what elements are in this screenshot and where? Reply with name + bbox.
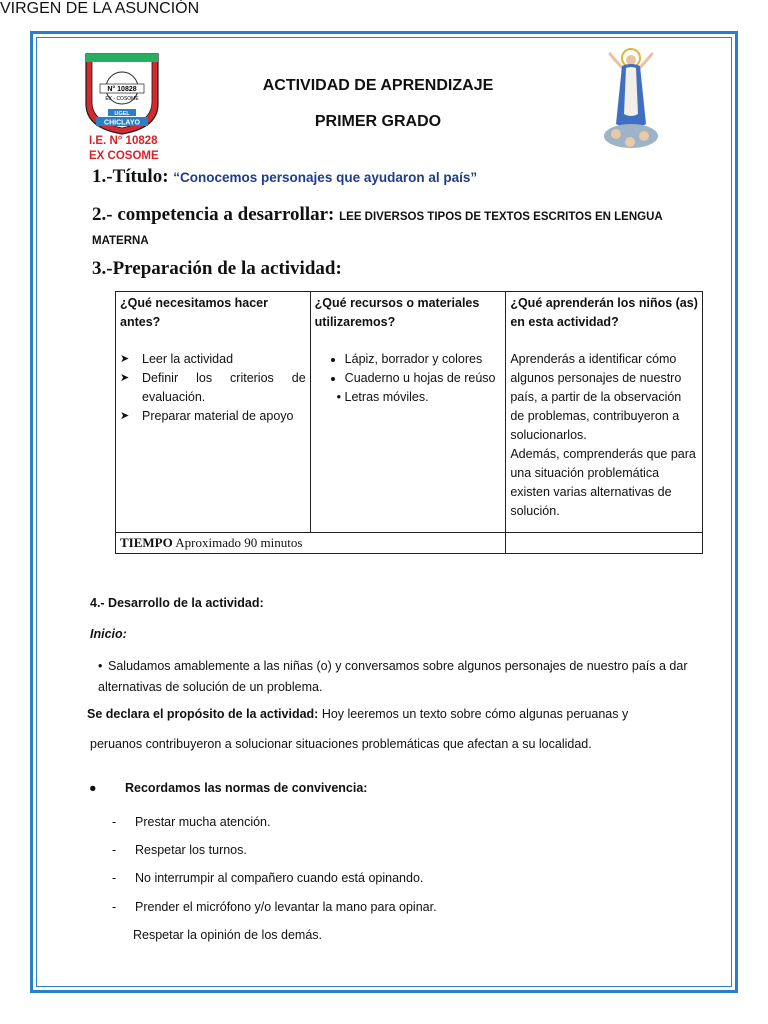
table-cell-learning — [506, 292, 703, 533]
list-item: • Letras móviles. — [336, 390, 429, 404]
norm-item: - No interrumpir al compañero cuando está opinando. — [112, 871, 424, 885]
school-name — [89, 134, 159, 164]
purpose-line-1 — [87, 707, 628, 721]
document-grade: PRIMER GRADO — [314, 113, 442, 130]
section-3-title: 3.-Preparación de la actividad: — [92, 258, 342, 279]
norm-item: - Respetar los turnos. — [112, 843, 247, 857]
learning-paragraph-2: Además, comprenderás que para una situación problemática existen varias alternativas de solución. — [510, 447, 696, 518]
norms-title: ● Recordamos las normas de convivencia: — [89, 781, 368, 795]
logo-sub: EX - COSOME — [105, 96, 139, 102]
logo-ugel: UGEL — [114, 111, 130, 117]
arrow-bullet-icon: ➤ — [120, 372, 130, 384]
purpose-label: Se declara el propósito de la actividad: — [87, 707, 319, 721]
list-item: ➤ Leer la actividad — [120, 350, 306, 369]
list-item: • Lápiz, borrador y colores — [345, 350, 502, 369]
header-resources: ¿Qué recursos o materiales utilizaremos? — [314, 296, 480, 329]
list-item: • Cuaderno u hojas de reúso — [345, 369, 502, 388]
empty-cell — [506, 533, 703, 554]
section-2-label: 2.- competencia a desarrollar: — [92, 204, 335, 225]
table-cell-resources — [310, 292, 506, 533]
section-2-value: LEE DIVERSOS TIPOS DE TEXTOS ESCRITOS EN LENGUA MATERNA — [92, 211, 663, 247]
arrow-bullet-icon: ➤ — [120, 353, 130, 365]
time-cell — [116, 533, 506, 554]
section-2-competence — [92, 204, 692, 252]
inicio-label: Inicio: — [90, 627, 127, 641]
table-cell-before — [116, 292, 311, 533]
time-label: TIEMPO — [120, 535, 173, 550]
before-list — [120, 350, 306, 426]
list-item: ➤ Preparar material de apoyo — [120, 407, 306, 426]
bullet-icon: • — [98, 659, 103, 673]
arrow-bullet-icon: ➤ — [120, 410, 130, 422]
virgin-statue-icon — [596, 44, 666, 154]
logo-number: N° 10828 — [107, 86, 137, 93]
logo-city: CHICLAYO — [104, 119, 140, 127]
time-value: Aproximado 90 minutos — [175, 535, 303, 550]
purpose-text-1: Hoy leeremos un texto sobre cómo algunas peruanas y — [321, 707, 629, 721]
norm-item: - Prestar mucha atención. — [112, 815, 271, 829]
school-crest-icon — [82, 48, 162, 136]
preparation-table — [115, 291, 703, 554]
table-row — [116, 292, 703, 533]
norm-item-extra: Respetar la opinión de los demás. — [133, 928, 323, 942]
purpose-line-2: peruanos contribuyeron a solucionar situaciones problemáticas que afectan a su localidad. — [90, 737, 592, 751]
header-before: ¿Qué necesitamos hacer antes? — [120, 296, 268, 329]
document-title: ACTIVIDAD DE APRENDIZAJE — [262, 77, 494, 94]
section-1-label: 1.-Título: — [92, 166, 169, 187]
header-learning: ¿Qué aprenderán los niños (as) en esta actividad? — [510, 296, 698, 329]
section-1-title — [92, 166, 477, 188]
school-number: I.E. N° 10828 — [89, 135, 158, 147]
table-row — [116, 533, 703, 554]
virgin-caption: VIRGEN DE LA ASUNCIÓN — [0, 0, 200, 17]
inicio-bullet: • Saludamos amablemente a las niñas (o) y conversamos sobre algunos personajes de nuestro país a dar alternativas de solución de un problema. — [98, 656, 698, 698]
section-1-value: “Conocemos personajes que ayudaron al país” — [173, 170, 478, 185]
section-4-title: 4.- Desarrollo de la actividad: — [90, 596, 264, 610]
school-former-name: EX COSOME — [89, 150, 159, 162]
learning-paragraph-1: Aprenderás a identificar cómo algunos personajes de nuestro país, a partir de la observación de problemas, contribuyeron a solucionarlos. — [510, 352, 682, 442]
list-item: ➤ Definir los criterios de evaluación. — [120, 369, 306, 407]
bullet-icon: ● — [89, 781, 97, 795]
norm-item: - Prender el micrófono y/o levantar la mano para opinar. — [112, 900, 437, 914]
resources-list — [315, 350, 502, 388]
